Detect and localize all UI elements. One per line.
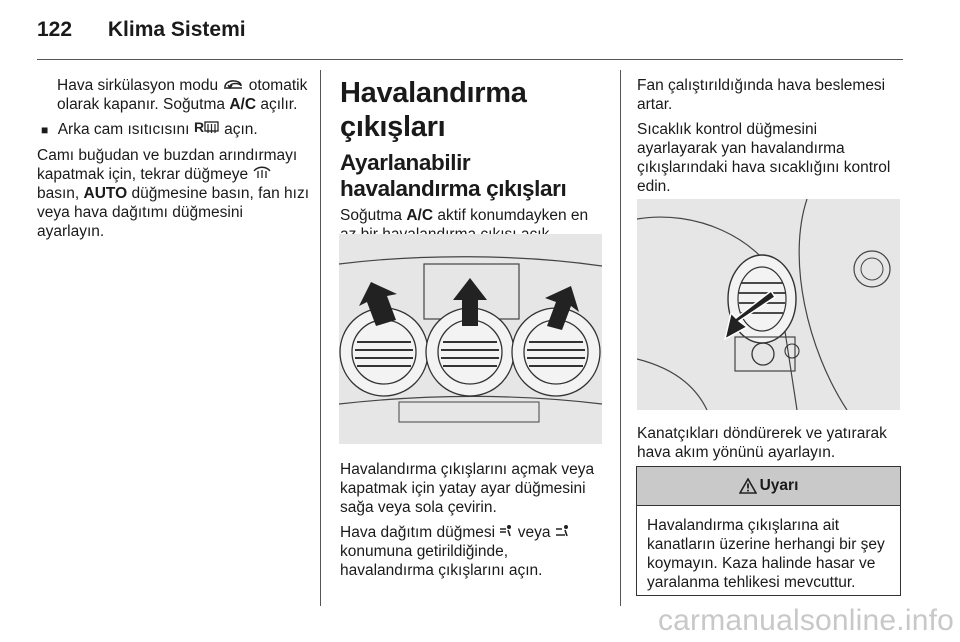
vent-adjust-paragraph: Havalandırma çıkışlarını açmak veya kapatmak için yatay ayar düğmesini sağa veya sola çevirin. (340, 461, 595, 516)
recirculation-paragraph: Hava sirkülasyon modu otomatik olarak kapanır. Soğutma A/C açılır. (57, 77, 308, 113)
distribution-paragraph: Hava dağıtım düğmesi veya konumuna getirildiğinde, havalandırma çıkışlarını açın. (340, 523, 606, 580)
page-header (37, 18, 246, 42)
defrost-icon (252, 165, 272, 184)
section-heading: Havalandırma çıkışları (340, 77, 527, 143)
warning-box (636, 466, 901, 596)
right-column-lower (637, 424, 901, 468)
auto-label: AUTO (83, 185, 128, 202)
air-distribution-face-icon (499, 523, 513, 542)
page-number: 122 (37, 18, 73, 41)
warning-triangle-icon (739, 478, 757, 494)
air-distribution-face-feet-icon (555, 523, 571, 542)
defrost-paragraph: Camı buğudan ve buzdan arındırmayı kapatmak için, tekrar düğmeye basın, AUTO düğmesine basın, fan hızı veya hava dağıtımı düğmesini ayarlayın. (37, 147, 310, 240)
subsection-heading: Ayarlanabilir havalandırma çıkışları (340, 150, 567, 201)
middle-column-lower (340, 460, 606, 586)
page-title: Klima Sistemi (107, 18, 246, 41)
direction-paragraph: Kanatçıkları döndürerek ve yatırarak hava akım yönünü ayarlayın. (637, 425, 887, 461)
right-column (637, 76, 901, 202)
column-divider-1 (320, 70, 321, 606)
warning-title-bar (637, 467, 900, 506)
fan-paragraph: Fan çalıştırıldığında hava beslemesi artar. (637, 77, 886, 113)
ac-paragraph: Soğutma A/C aktif konumdayken en (340, 207, 589, 224)
watermark: carmanualsonline.info (657, 604, 954, 637)
recirculation-icon (222, 76, 244, 95)
ac-label: A/C (229, 96, 257, 113)
side-vent-illustration (637, 199, 900, 410)
column-divider-2 (620, 70, 621, 606)
rear-window-heater-icon (194, 120, 220, 139)
warning-text: Havalandırma çıkışlarına ait kanatların üzerine herhangi bir şey koymayın. Kaza halinde hasar ve yaralanma tehlikesi mevcuttur. (647, 517, 885, 591)
warning-title: Uyarı (759, 477, 799, 494)
center-vents-illustration (339, 234, 602, 444)
header-rule (37, 59, 903, 60)
svg-text:R: R (193, 120, 204, 134)
ac-label: A/C (406, 207, 434, 224)
temperature-paragraph: Sıcaklık kontrol düğmesini ayarlayarak yan havalandırma çıkışlarındaki hava sıcaklığını kontrol edin. (637, 121, 891, 195)
rear-heater-bullet: ■ Arka cam ısıtıcısını R açın. (41, 120, 258, 138)
left-column (37, 76, 309, 247)
